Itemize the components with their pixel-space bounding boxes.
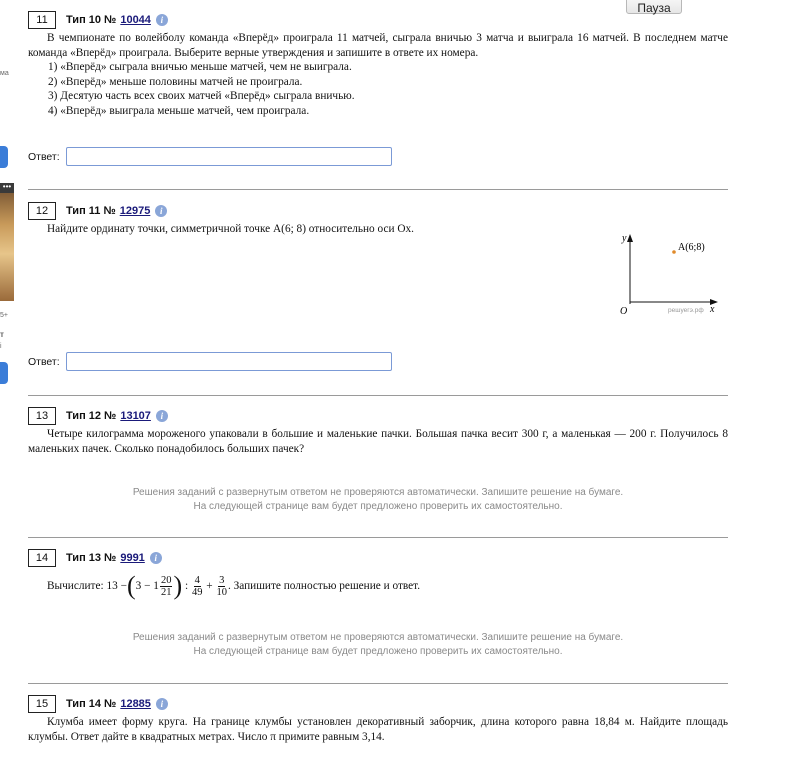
task-number: 14 [28,549,56,567]
task-header [28,11,728,29]
y-axis-label: y [622,233,627,244]
expression-part: 13 − [106,580,127,592]
y-axis-arrow-icon [627,234,633,242]
expression-part: : [184,580,189,592]
task-type: Тип 12 № [66,410,117,422]
sidebar-fragment-text: ма [0,70,9,77]
task-options [28,60,728,118]
pause-button[interactable]: Пауза [626,0,682,14]
expression-part: 3 − 1 [135,580,159,592]
task-text: Найдите ординату точки, симметричной точке A(6; 8) относительно оси Ox. [47,223,414,235]
task-id-link[interactable]: 12975 [119,205,151,217]
denominator: 10 [216,586,227,598]
sidebar-fragment-button[interactable] [0,362,8,384]
task-13 [28,407,728,456]
task-number: 15 [28,695,56,713]
task-12 [28,202,728,368]
task-header [28,695,728,713]
sidebar-fragment-text: т [0,330,4,339]
task-number: 11 [28,11,56,29]
task-text: В чемпионате по волейболу команда «Вперёд» проиграла 11 матчей, сыграла вничью 3 матча и выиграла 16 матчей. В последнем матче команда «Вперёд» проиграла. Выберите верные утверждения и запишите в ответе их номера. [28,32,728,59]
task-type: Тип 13 № [66,552,117,564]
answer-label: Ответ: [28,355,60,368]
task-divider [28,395,728,396]
answer-label: Ответ: [28,150,60,163]
info-icon[interactable]: i [156,14,168,26]
denominator: 49 [191,586,203,598]
task-number: 13 [28,407,56,425]
task-id-link[interactable]: 12885 [120,698,151,710]
sidebar-fragment-text: і [0,343,2,350]
expression-lead: Вычислите: [47,580,104,592]
task-type: Тип 10 № [66,14,117,26]
origin-label: O [620,306,628,317]
task-divider [28,537,728,538]
task-option: 1) «Вперёд» сыграла вничью меньше матчей, чем не выиграла. [48,61,352,73]
numerator: 3 [219,574,225,586]
task-option: 4) «Вперёд» выиграла меньше матчей, чем проиграла. [48,104,310,117]
task-number: 12 [28,202,56,220]
manual-check-notice [28,631,728,659]
answer-row [28,147,392,166]
left-paren: ( [126,571,136,600]
task-type: Тип 11 № [66,205,116,217]
task-11 [28,11,728,163]
notice-line: На следующей странице вам будет предложено проверить их самостоятельно. [193,646,563,657]
task-14 [28,549,728,599]
denominator: 21 [160,586,172,598]
task-divider [28,189,728,190]
notice-line: Решения заданий с развернутым ответом не проверяются автоматически. Запишите решение на бумаге. [132,632,624,643]
answer-input-task-12[interactable] [66,352,392,371]
watermark: решуегэ.рф [668,307,704,314]
right-paren: ) [173,571,183,600]
info-icon[interactable]: i [156,698,168,710]
fraction [216,575,227,598]
sidebar-fragment-image [0,183,14,301]
task-option: 2) «Вперёд» меньше половины матчей не проиграла. [48,75,303,88]
task-header [28,202,728,220]
task-header [28,549,728,567]
coordinate-graph [614,230,724,320]
answer-input-task-11[interactable] [66,147,392,166]
info-icon[interactable]: i [156,410,168,422]
info-icon[interactable]: i [150,552,162,564]
task-id-link[interactable]: 9991 [120,552,145,564]
task-divider [28,683,728,684]
fraction [192,575,203,598]
task-text: Четыре килограмма мороженого упаковали в большие и маленькие пачки. Большая пачка весит 300 г, а маленькая — 200 г. Получилось 8 маленьких пачек. Сколько понадобилось больших пачек? [28,428,728,455]
task-15 [28,695,728,744]
manual-check-notice [28,486,728,514]
point-a-label: A(6;8) [678,242,705,253]
numerator: 20 [160,574,172,586]
task-header [28,407,728,425]
expression-part: + [206,580,213,592]
notice-line: Решения заданий с развернутым ответом не проверяются автоматически. Запишите решение на бумаге. [132,487,624,498]
info-icon[interactable]: i [155,205,167,217]
expression-tail: . Запишите полностью решение и ответ. [227,580,421,592]
fraction [160,575,173,598]
task-type: Тип 14 № [66,698,117,710]
more-icon[interactable]: ••• [0,183,14,193]
task-option: 3) Десятую часть всех своих матчей «Вперёд» сыграла вничью. [48,90,355,102]
sidebar-fragment-button[interactable] [0,146,8,168]
sidebar-fragment-text: 5+ [0,312,8,319]
task-id-link[interactable]: 10044 [120,14,151,26]
notice-line: На следующей странице вам будет предложено проверить их самостоятельно. [193,501,563,512]
x-axis-label: x [710,304,715,315]
task-id-link[interactable]: 13107 [120,410,151,422]
math-expression [28,573,728,599]
numerator: 4 [194,574,200,586]
point-a [672,250,676,254]
answer-row [28,352,392,371]
left-sidebar-fragment [0,0,14,763]
task-text: Клумба имеет форму круга. На границе клумбы установлен декоративный заборчик, длина которого равна 18,84 м. Найдите площадь клумбы. Ответ дайте в квадратных метрах. Число π примите равным 3,14. [28,716,728,743]
